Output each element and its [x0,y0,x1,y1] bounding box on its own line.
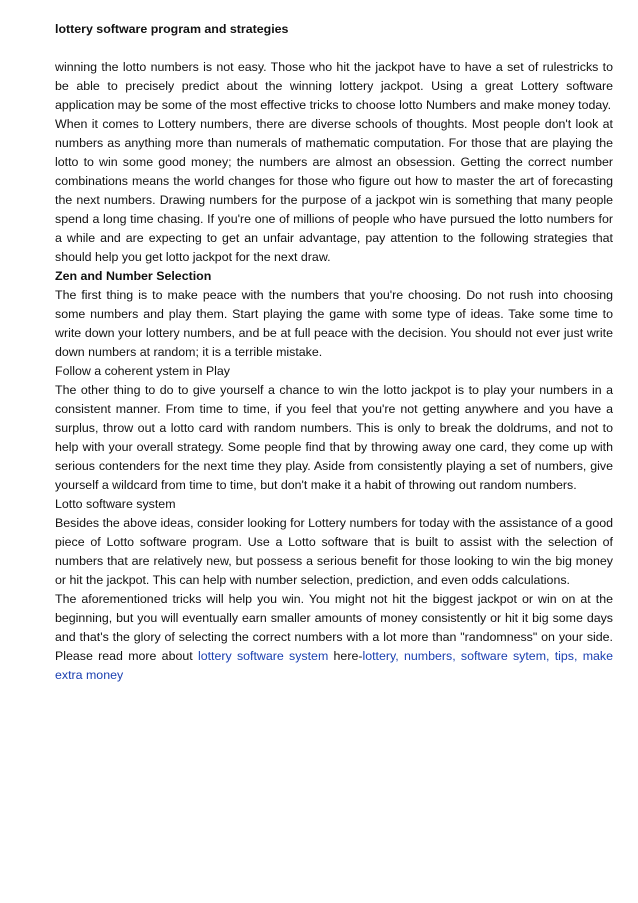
paragraph-lottery-numbers: When it comes to Lottery numbers, there are diverse schools of thoughts. Most people don't look at numbers as anything more than numerals of mathematic computation. For those that are playing the lotto to win some good money; the numbers are almost an obsession. Getting the correct number combinations means the world changes for those who figure out how to master the art of forecasting the next numbers. Drawing numbers for the purpose of a jackpot win is something that many people spend a long time chasing. If you're one of millions of people who have pursued the lotto numbers for a while and are expecting to get an unfair advantage, pay attention to the following strategies that should help you get lotto jackpot for the next draw. [55,117,613,264]
heading-coherent-system: Follow a coherent ystem in Play [55,364,230,378]
heading-zen-number-selection: Zen and Number Selection [55,269,212,283]
conclusion-text: The aforementioned tricks will help you win. You might not hit the biggest jackpot or win on at the beginning, but you will eventually earn smaller amounts of money consistently or hit it big some days and that's the glory of selecting the correct numbers with a lot more than "randomness" on your side. Please read more about [55,592,613,663]
paragraph-zen: The first thing is to make peace with the numbers that you're choosing. Do not rush into choosing some numbers and play them. Start playing the game with some type of ideas. Take some time to write down your lottery numbers, and be at full peace with the decision. You should not ever just write down numbers at random; it is a terrible mistake. [55,288,613,359]
paragraph-coherent-system: The other thing to do to give yourself a chance to win the lotto jackpot is to play your numbers in a consistent manner. From time to time, if you feel that you're not getting anywhere and you have a surplus, throw out a lotto card with random numbers. This is only to break the doldrums, and not to help with your overall strategy. Some people find that by throwing away one card, they come up with serious contenders for the next time they play. Aside from consistently playing a set of numbers, give yourself a wildcard from time to time, but don't make it a habit of throwing out random numbers. [55,383,613,492]
tags-link[interactable]: lottery, numbers, software sytem, tips, make extra money [55,649,613,682]
paragraph-intro: winning the lotto numbers is not easy. Those who hit the jackpot have to have a set of rulestricks to be able to precisely predict about the winning lottery jackpot. Using a great Lottery software application may be some of the most effective tricks to choose lotto Numbers and make money today. [55,60,613,112]
document-title: lottery software program and strategies [55,22,289,36]
heading-lotto-software-system: Lotto software system [55,497,176,511]
paragraph-conclusion [55,590,613,685]
conclusion-here-text: here- [328,649,363,663]
paragraph-lotto-software: Besides the above ideas, consider looking for Lottery numbers for today with the assistance of a good piece of Lotto software program. Use a Lotto software that is built to assist with the selection of numbers that are relatively new, but possess a serious benefit for those looking to win the big money or hit the jackpot. This can help with number selection, prediction, and even odds calculations. [55,516,613,587]
lottery-software-system-link[interactable]: lottery software system [197,649,329,663]
document-page [55,20,613,685]
